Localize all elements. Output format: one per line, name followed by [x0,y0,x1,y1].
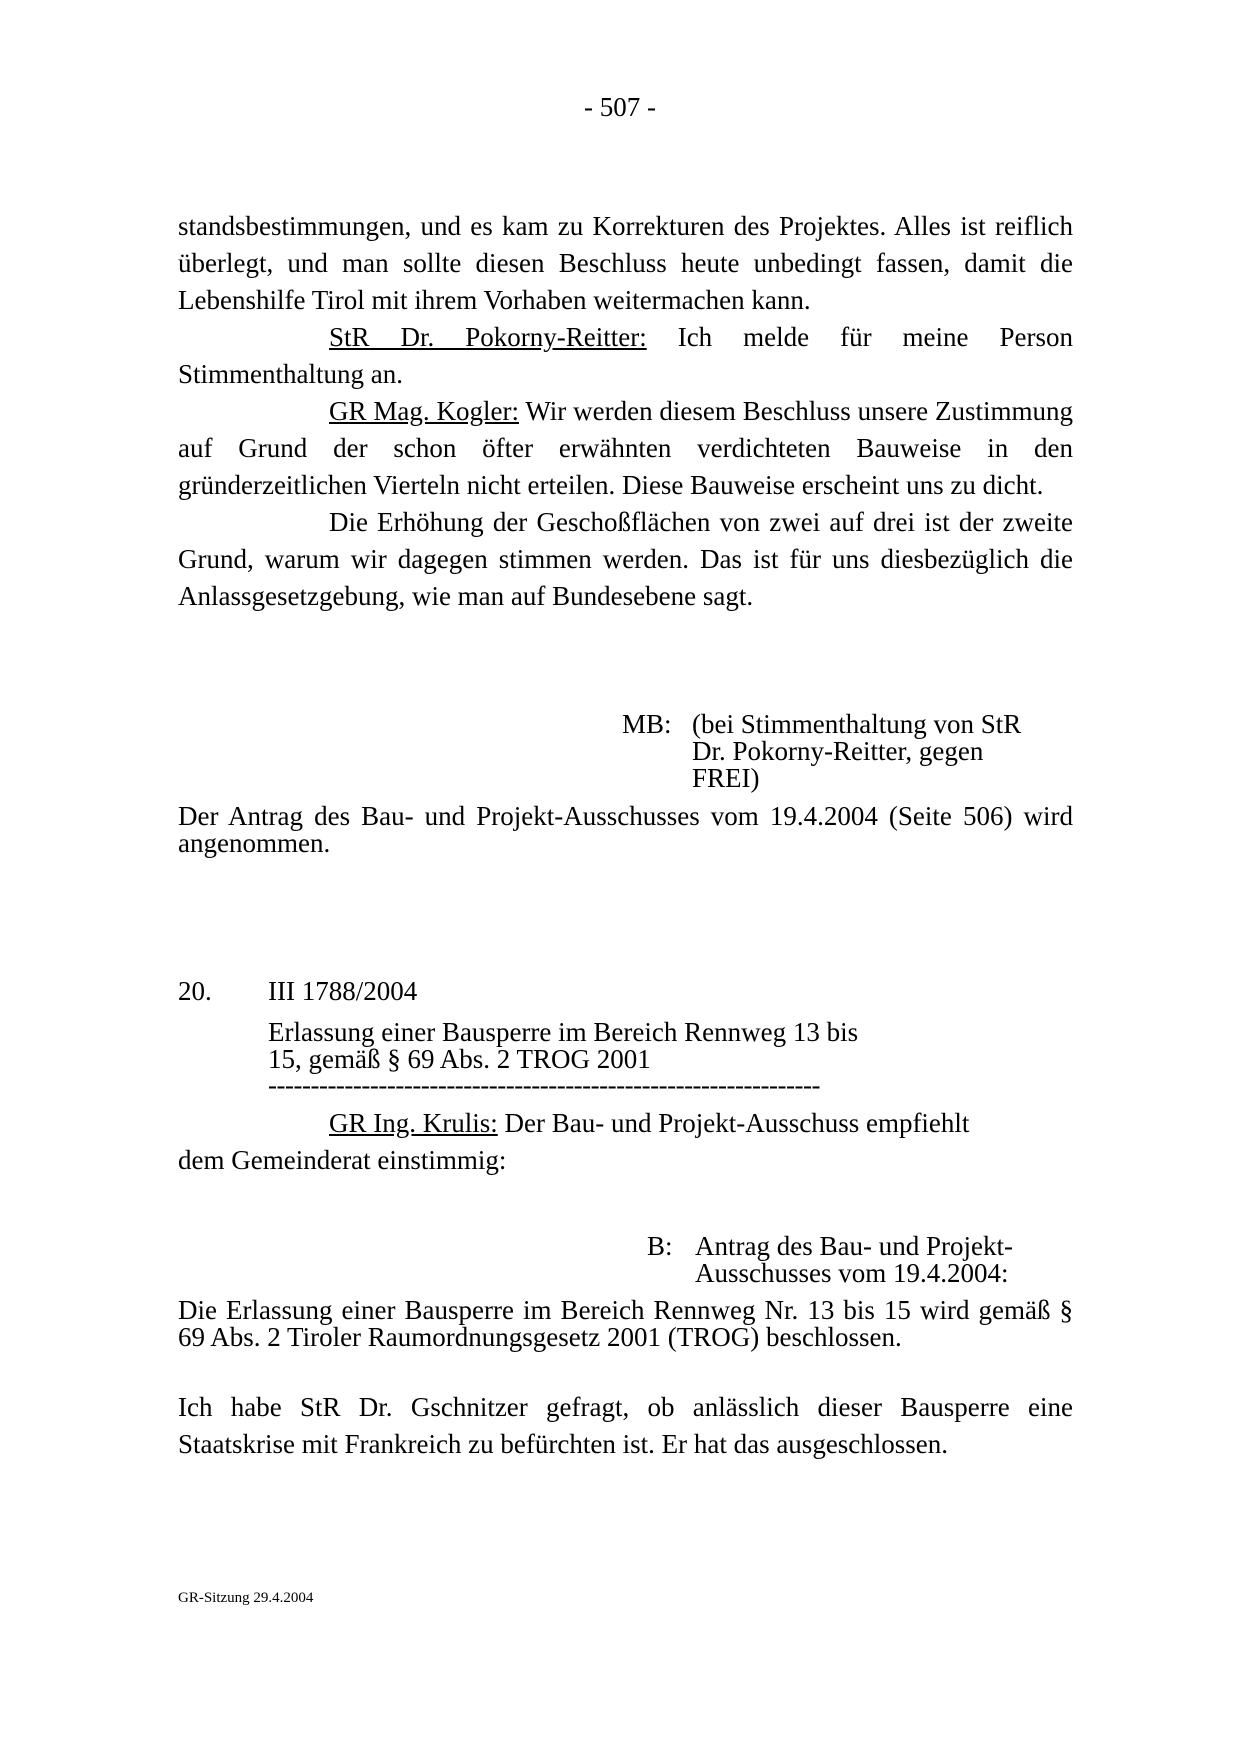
result-first: Der Antrag des Bau- und Projekt-Ausschusses vom 19.4.2004 (Seite 506) wird angenommen. [178,801,1073,858]
item-title [268,1019,858,1073]
item-number: 20. [178,976,212,1006]
paragraph-reason: Die Erhöhung der Geschoßflächen von zwei auf drei ist der zweite Grund, warum wir dagegen stimmen werden. Das ist für uns diesbezüglich die Anlassgesetzgebung, wie man auf Bundesebene sagt. [178,507,1073,611]
paragraph-kogler [178,393,1073,504]
mb-line: (bei Stimmenthaltung von StR [692,709,1022,739]
result-second: Die Erlassung einer Bausperre im Bereich Rennweg Nr. 13 bis 15 wird gemäß § 69 Abs. 2 Tiroler Raumordnungsgesetz 2001 (TROG) beschlossen. [178,1295,1073,1352]
speaker-kogler: GR Mag. Kogler: [329,396,519,426]
item-reference: III 1788/2004 [268,976,418,1006]
kogler-statement: Wir werden diesem Beschluss unsere Zustimmung auf Grund der schon öfter erwähnten verdichteten Bauweise in den gründerzeitlichen Vierteln nicht erteilen. Diese Bauweise erscheint uns zu dicht. [178,396,1073,500]
footer-session: GR-Sitzung 29.4.2004 [178,1590,314,1606]
separator-line: ----------------------------------------------------------------- [268,1070,820,1100]
b-line: Ausschusses vom 19.4.2004: [695,1258,1009,1288]
krulis-section [178,1105,1073,1179]
paragraph-continuation: standsbestimmungen, und es kam zu Korrekturen des Projektes. Alles ist reiflich überlegt, und man sollte diesen Beschluss heute unbedingt fassen, damit die Lebenshilfe Tirol mit ihrem Vorhaben weitermachen kann. [178,211,1073,315]
b-note [695,1233,1013,1287]
closing-paragraph: Ich habe StR Dr. Gschnitzer gefragt, ob anlässlich dieser Bausperre eine Staatskrise mit Frankreich zu befürchten ist. Er hat das ausgeschlossen. [178,1392,1073,1459]
item-title-line: 15, gemäß § 69 Abs. 2 TROG 2001 [268,1044,651,1074]
b-label: B: [647,1231,673,1261]
mb-line: Dr. Pokorny-Reitter, gegen [692,736,984,766]
b-line: Antrag des Bau- und Projekt- [695,1231,1013,1261]
page-number: - 507 - [584,92,656,122]
intro-section [178,208,1073,615]
mb-label: MB: [622,709,672,739]
item-title-line: Erlassung einer Bausperre im Bereich Rennweg 13 bis [268,1017,859,1047]
mb-line: FREI) [692,763,760,793]
speaker-pokorny: StR Dr. Pokorny-Reitter: [329,322,647,352]
speaker-krulis: GR Ing. Krulis: [329,1108,498,1138]
paragraph-krulis [178,1105,1073,1142]
mb-note [692,711,1021,792]
krulis-statement: Der Bau- und Projekt-Ausschuss empfiehlt [497,1108,970,1138]
pokorny-statement: Ich melde für meine Person Stimmenthaltung an. [178,322,1074,389]
paragraph-pokorny [178,319,1073,393]
krulis-continuation: dem Gemeinderat einstimmig: [178,1145,507,1175]
